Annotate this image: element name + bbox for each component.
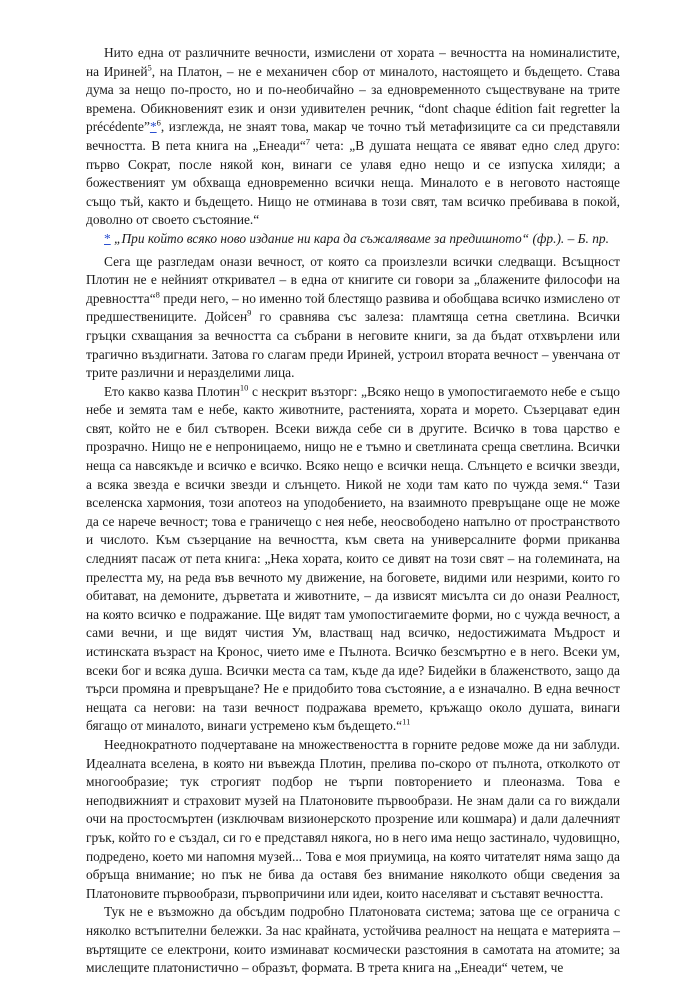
paragraph-3 [86, 383, 620, 736]
footnote-star-link[interactable]: * [149, 119, 157, 135]
text-run: , изглежда, не знаят това, макар че точно тъй метафизиците са си представяли вечността. В пета книга на „Енеади“ [86, 119, 620, 153]
text-run: преди него, – но именно той блестящо развива и обобщава всичко измислено от предшествениците. Дойсен [86, 290, 620, 325]
text-run: Ето какво казва Плотин [104, 383, 240, 399]
footnote-number: 5 [147, 62, 152, 73]
paragraph-1 [86, 44, 620, 230]
paragraph-2 [86, 253, 620, 383]
translator-footnote [86, 230, 620, 249]
text-run: Нито една от различните вечности, измислени от хората – вечността на номиналистите, на Ириней [86, 45, 620, 79]
paragraph-4: Нееднократното подчертаване на множествеността в горните редове може да ни заблуди. Идеалната вселена, в която ни въвежда Плотин, прелива по-скоро от пълнота, отколкото от многообразие; тук строгият подбор не търпи повторението и плеоназма. Това е неподвижният и страховит музей на Платоновите първообрази. Не знам дали са го виждали очи на простосмъртен (изключвам визионерското прозрение или кошмара) и дали далечният грък, който го е създал, си го е представял някога, но в него има нещо застинало, чудовищно, подредено, което ми напомня музей... Това е моя приумица, на която читателят няма защо да обръща внимание; но пък не бива да оставя без внимание няколкото общи сведения за Платоновите първообрази, първопричини или идеи, които населяват и съставят вечността. [86, 736, 620, 901]
footnote-number: 7 [305, 136, 311, 147]
footnote-number: 9 [247, 307, 252, 318]
paragraph-5: Тук не е възможно да обсъдим подробно Платоновата система; затова ще се огранича с няколко встъпителни бележки. За нас крайната, устойчива реалност на нещата е материята – въртящите се електрони, които изминават космически разстояния в самотата на атомите; за мислещите платонистично – образът, формата. В трета книга на „Енеади“ четем, че [86, 904, 620, 976]
text-run: с нескрит възторг: „Всяко нещо в умопостигаемото небе е също небе и земята там е небе, както животните, растенията, хората и морето. Съзерцават един свят, който не е бил сътворен. Всеки вижда себе си в другите. Всичко в това царство е прозрачно. Нищо не е непроницаемо, нищо не е тъмно и светлината среща светлина. Всички неща са навсякъде и всичко е всичко. Всяко нещо е всички неща. Слънцето е всички звезди, а всяка звезда е всички звезди и слънцето. Никой не ходи там като по чужда земя.“ Тази вселенска хармония, този апотеоз на уподобението, на взаимното превръщане още не може да се нарече вечност; това е граничещо с нея небе, неосвободено напълно от пространството и числото. Към съзерцание на вечността, към света на универсалните форми приканва следният пасаж от пета книга: „Нека хората, които се дивят на този свят – на големината, на прелестта му, на реда във вечното му движение, на боговете, видими или незрими, които го обитават, на демоните, дърветата и животните, – да извисят мисълта си до онази Реалност, на която всичко е подражание. Ще видят там умопостигаемите форми, но с чужда вечност, а сами вечни, и ще видят чистия Ум, властващ над всичко, недостижимата Мъдрост и истинската възраст на Кронос, чието име е Пълнота. Всичко безсмъртно е в него. Всеки ум, всеки бог и всяка душа. Всички места са там, къде да иде? Бидейки в блаженството, защо да търси промяна и превръщане? Не е придобито това състояние, а е изначално. В една вечност нещата са негови: на тази вечност подражава времето, кръжащо около душата, винаги бягащо от миналото, винаги устремено към бъдещето.“ [86, 383, 620, 734]
text-run: , на Платон, – не е механичен сбор от миналото, настоящето и бъдещето. Става дума за нещо по-просто, но и по-необичайно – за едновременното съществуване на трите времена. Обикновеният език и онзи удивителен речник, “dont chaque édition fait regretter la précédente” [86, 63, 620, 135]
footnote-number: 11 [402, 716, 411, 727]
footnote-text: „При който всяко ново издание ни кара да съжаляваме за предишното“ (фр.). – Б. пр. [110, 230, 609, 246]
footnote-back-link[interactable]: * [104, 230, 111, 246]
text-run: чета: „В душата нещата се явяват едно след друго: първо Сократ, после някой кон, винаги се улавя едно нещо и се изпуска хиляди; а божественият ум обхваща едновременно всички неща. Миналото е в неговото настояще също тъй, както и бъдещето. Нищо не отминава в този свят, там всичко пребивава в покой, доволно от своето състояние.“ [86, 137, 620, 228]
footnote-number: 10 [239, 382, 249, 393]
text-run: го сравнява със залеза: пламтяща сетна светлина. Всички гръцки схващания за вечността са събрани в неговите книги, за да бъдат отхвърлени или трагично въздигнати. Затова го слагам преди Ириней, устроил втората вечност – увенчана от трите различни и неразделими лица. [86, 309, 620, 381]
footnote-number: 8 [155, 289, 160, 300]
footnote-number: 6 [156, 117, 161, 128]
text-run: Сега ще разгледам онази вечност, от която са произлезли всички следващи. Всъщност Плотин не е нейният откривател – в една от книгите си говори за „блажените философи на древността“ [86, 253, 620, 306]
